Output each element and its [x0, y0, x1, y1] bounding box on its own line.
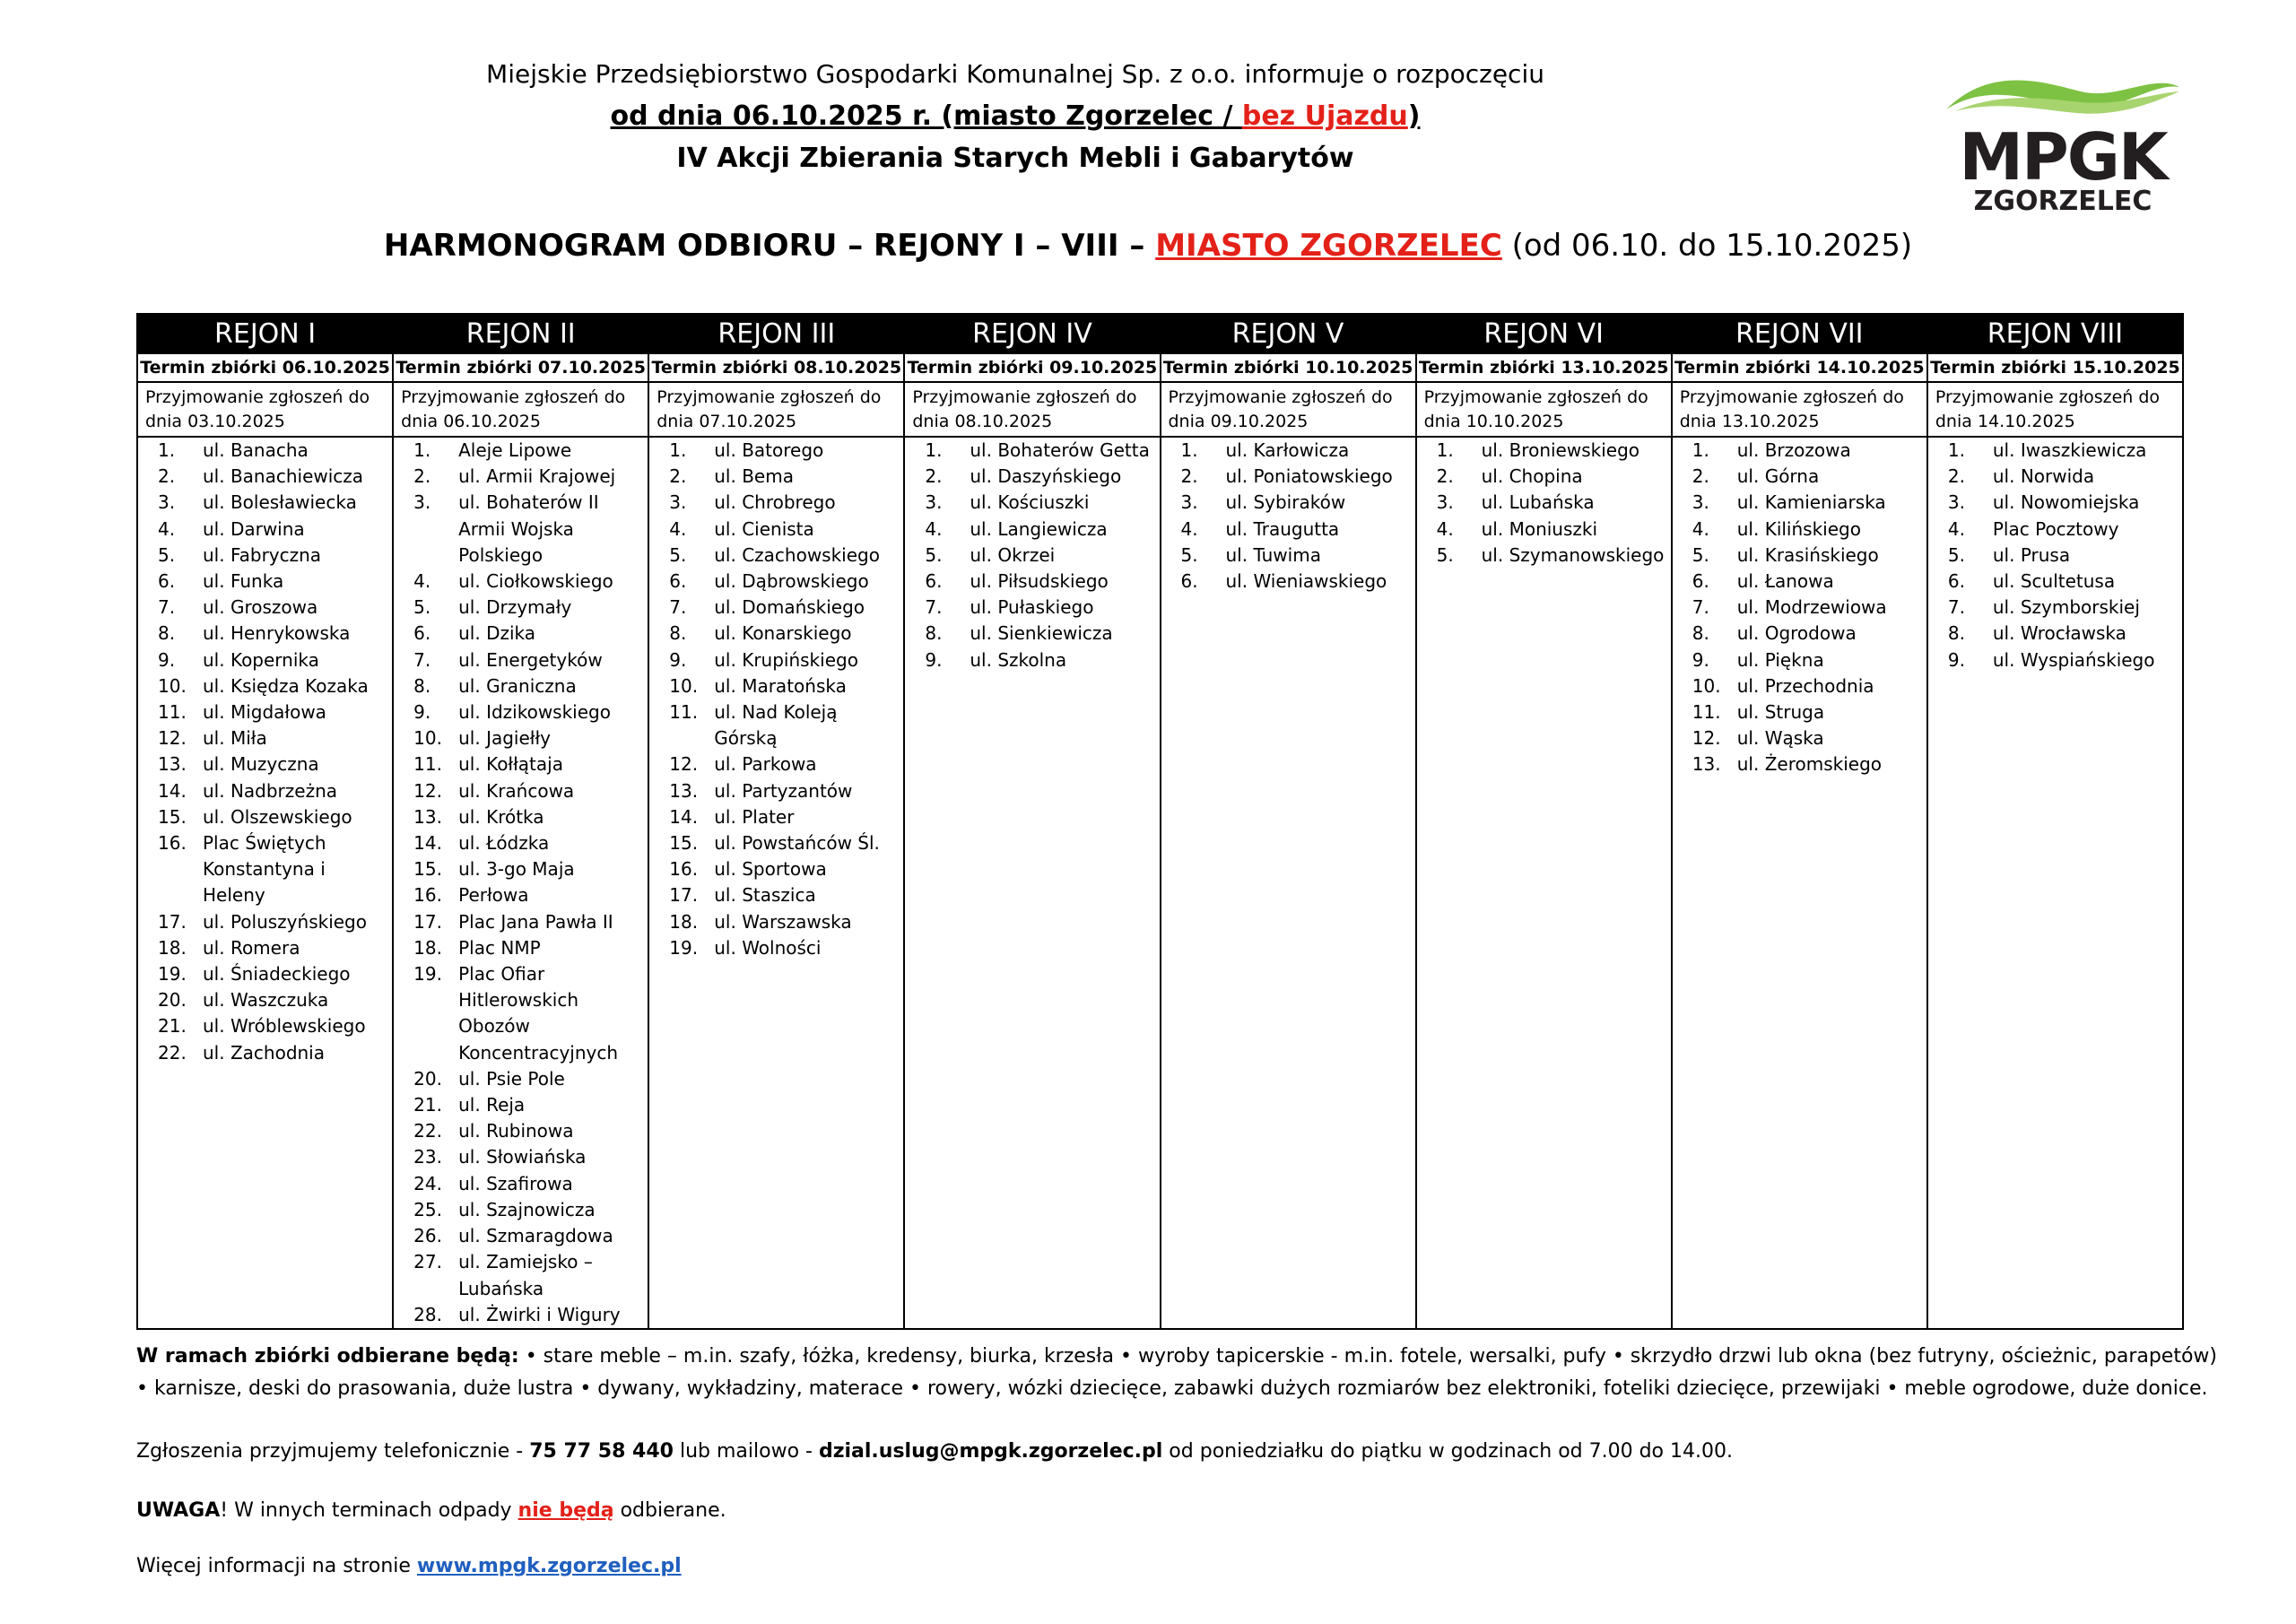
deadline-row: [137, 382, 2183, 437]
street-item: ul. Maratońska: [714, 674, 847, 697]
street-item: ul. Krótka: [458, 805, 544, 828]
street-item: ul. Moniuszki: [1481, 517, 1598, 540]
street-item: ul. Śniadeckiego: [203, 963, 351, 986]
street-item: ul. Nadbrzeżna: [203, 779, 338, 802]
street-item: ul. Batorego: [714, 439, 824, 461]
warning-text-b: odbierane.: [613, 1499, 726, 1522]
street-item: ul. Krupińskiego: [714, 648, 858, 671]
street-item: ul. Romera: [203, 936, 300, 959]
street-item: ul. Nowomiejska: [1992, 491, 2140, 514]
street-item: ul. Przechodnia: [1736, 674, 1874, 697]
street-item: ul. Czachowskiego: [714, 543, 880, 566]
street-item: ul. Iwaszkiewicza: [1992, 439, 2147, 461]
street-item: ul. Słowiańska: [458, 1146, 587, 1168]
more-info-text: Więcej informacji na stronie: [136, 1555, 417, 1577]
street-item: ul. Reja: [458, 1094, 526, 1116]
street-item: ul. Broniewskiego: [1481, 439, 1640, 461]
header-paren: ): [1407, 100, 1421, 132]
street-item: ul. Wrocławska: [1992, 622, 2126, 645]
items-info-line-1: [136, 1345, 2217, 1368]
street-item: ul. Fabryczna: [203, 543, 322, 566]
street-item: ul. Żwirki i Wigury: [458, 1303, 621, 1325]
street-item: ul. Piękna: [1736, 648, 1824, 671]
contact-text-c: od poniedziałku do piątku w godzinach od 7.00 do 14.00.: [1162, 1440, 1733, 1463]
street-item: ul. Kilińskiego: [1736, 517, 1861, 540]
contact-email[interactable]: dzial.uslug@mpgk.zgorzelec.pl: [818, 1440, 1163, 1463]
contact-phone: 75 77 58 440: [529, 1440, 674, 1463]
street-item: ul. Psie Pole: [458, 1067, 565, 1090]
street-item: ul. 3-go Maja: [458, 858, 575, 881]
street-item: ul. Parkowa: [714, 753, 817, 776]
street-item: ul. Staszica: [714, 884, 816, 907]
street-item: ul. Energetyków: [458, 648, 603, 671]
title-city: MIASTO ZGORZELEC: [1155, 228, 1502, 264]
street-item: Aleje Lipowe: [458, 439, 572, 461]
contact-line: [136, 1440, 1733, 1463]
street-item: ul. Krasińskiego: [1736, 543, 1879, 566]
street-list: [1426, 438, 1671, 569]
submission-deadline: Przyjmowanie zgłoszeń do dnia 03.10.2025: [137, 382, 393, 437]
street-item: ul. Zamiejsko – Lubańska: [458, 1251, 593, 1299]
submission-deadline: Przyjmowanie zgłoszeń do dnia 07.10.2025: [648, 382, 904, 437]
street-item: ul. Banachiewicza: [203, 465, 364, 488]
street-list: [403, 438, 648, 1328]
street-item: Plac Jana Pawła II: [458, 910, 613, 933]
region-header: REJON I: [137, 314, 393, 353]
street-item: ul. Wąska: [1736, 727, 1824, 750]
street-item: ul. Tuwima: [1225, 543, 1321, 566]
street-list: [914, 438, 1159, 673]
street-item: ul. Cienista: [714, 517, 814, 540]
collection-date: Termin zbiórki 08.10.2025: [648, 353, 904, 382]
street-list-cell: [648, 437, 904, 1329]
collection-date: Termin zbiórki 14.10.2025: [1672, 353, 1927, 382]
street-item: ul. Chopina: [1481, 465, 1583, 488]
contact-text-a: Zgłoszenia przyjmujemy telefonicznie -: [136, 1440, 530, 1463]
street-item: ul. Jagiełły: [458, 727, 551, 750]
submission-deadline: Przyjmowanie zgłoszeń do dnia 14.10.2025: [1927, 382, 2183, 437]
street-item: ul. Poniatowskiego: [1225, 465, 1393, 488]
header-date: od dnia 06.10.2025 r. (miasto Zgorzelec /: [610, 100, 1242, 132]
street-item: ul. Księdza Kozaka: [203, 674, 369, 697]
street-item: ul. Kamieniarska: [1736, 491, 1886, 514]
street-item: ul. Kopernika: [203, 648, 319, 671]
street-item: ul. Łódzka: [458, 832, 550, 855]
street-item: ul. Dzika: [458, 622, 536, 645]
street-item: ul. Rubinowa: [458, 1120, 574, 1142]
street-item: ul. Szymanowskiego: [1481, 543, 1665, 566]
street-item: ul. Nad Koleją Górską: [714, 701, 838, 750]
street-item: ul. Daszyńskiego: [970, 465, 1122, 488]
street-item: ul. Graniczna: [458, 674, 577, 697]
submission-deadline: Przyjmowanie zgłoszeń do dnia 13.10.2025: [1672, 382, 1927, 437]
street-item: ul. Szymborskiej: [1992, 596, 2140, 619]
street-item: ul. Miła: [203, 727, 267, 750]
street-item: ul. Wolności: [714, 936, 822, 959]
street-item: ul. Muzyczna: [203, 753, 319, 776]
street-item: ul. Piłsudskiego: [970, 570, 1109, 593]
street-item: ul. Powstańców Śl.: [714, 832, 880, 855]
collection-date: Termin zbiórki 15.10.2025: [1927, 353, 2183, 382]
street-item: ul. Waszczuka: [203, 989, 329, 1012]
street-item: Plac NMP: [458, 936, 541, 959]
street-item: ul. Kołłątaja: [458, 753, 563, 776]
items-info-line-2: • karnisze, deski do prasowania, duże lustra • dywany, wykładziny, materace • rowery, wózki dziecięce, zabawki dużych rozmiarów bez elektroniki, foteliki dziecięce, przewijaki • meble ogrodowe, duże donice.: [136, 1377, 2208, 1400]
title-main: HARMONOGRAM ODBIORU – REJONY I – VIII –: [383, 228, 1156, 264]
street-item: ul. Olszewskiego: [203, 805, 352, 828]
more-info-line: [136, 1555, 682, 1577]
street-item: ul. Krańcowa: [458, 779, 575, 802]
region-header: REJON V: [1161, 314, 1416, 353]
submission-deadline: Przyjmowanie zgłoszeń do dnia 06.10.2025: [393, 382, 648, 437]
street-item: ul. Poluszyńskiego: [203, 910, 367, 933]
street-list: [1937, 438, 2182, 673]
street-item: ul. Zachodnia: [203, 1041, 325, 1064]
street-item: ul. Warszawska: [714, 910, 852, 933]
street-item: ul. Struga: [1736, 701, 1825, 724]
page-title: [0, 228, 2296, 264]
collection-date: Termin zbiórki 06.10.2025: [137, 353, 393, 382]
street-item: ul. Drzymały: [458, 596, 572, 619]
region-header: REJON VI: [1416, 314, 1672, 353]
streets-row: [137, 437, 2183, 1329]
street-item: ul. Henrykowska: [203, 622, 351, 645]
street-item: ul. Szajnowicza: [458, 1198, 596, 1220]
warning-text-a: ! W innych terminach odpady: [220, 1499, 518, 1522]
website-link[interactable]: www.mpgk.zgorzelec.pl: [416, 1555, 682, 1577]
street-item: ul. Szafirowa: [458, 1172, 573, 1194]
submission-deadline: Przyjmowanie zgłoszeń do dnia 09.10.2025: [1161, 382, 1416, 437]
street-item: ul. Partyzantów: [714, 779, 853, 802]
schedule-table: [136, 313, 2184, 1330]
street-list-cell: [904, 437, 1160, 1329]
mpgk-logo: [1937, 56, 2188, 217]
collection-date: Termin zbiórki 07.10.2025: [393, 353, 648, 382]
warning-emphasis: nie będą: [517, 1499, 614, 1522]
street-item: ul. Traugutta: [1225, 517, 1340, 540]
street-list-cell: [137, 437, 393, 1329]
header-exclusion: bez Ujazdu: [1241, 100, 1408, 132]
street-item: ul. Modrzewiowa: [1736, 596, 1887, 619]
street-item: ul. Darwina: [203, 517, 305, 540]
street-item: Plac Pocztowy: [1992, 517, 2119, 540]
street-item: ul. Górna: [1736, 465, 1820, 488]
street-item: ul. Armii Krajowej: [458, 465, 616, 488]
submission-deadline: Przyjmowanie zgłoszeń do dnia 08.10.2025: [904, 382, 1160, 437]
street-item: ul. Okrzei: [970, 543, 1056, 566]
items-label: W ramach zbiórki odbierane będą:: [136, 1345, 519, 1368]
header-line-3: IV Akcji Zbierania Starych Mebli i Gabarytów: [676, 143, 1354, 174]
street-item: ul. Scultetusa: [1992, 570, 2116, 593]
header-line-2: [0, 100, 2163, 132]
region-header: REJON VIII: [1927, 314, 2183, 353]
region-header: REJON III: [648, 314, 904, 353]
street-item: ul. Wieniawskiego: [1225, 570, 1387, 593]
region-header: REJON II: [393, 314, 648, 353]
header-line-1: Miejskie Przedsiębiorstwo Gospodarki Komunalnej Sp. z o.o. informuje o rozpoczęciu: [486, 59, 1544, 89]
street-item: ul. Dąbrowskiego: [714, 570, 869, 593]
street-item: ul. Norwida: [1992, 465, 2095, 488]
street-list: [1170, 438, 1415, 595]
street-list-cell: [393, 437, 648, 1329]
street-item: ul. Wyspiańskiego: [1992, 648, 2155, 671]
street-item: ul. Kościuszki: [970, 491, 1090, 514]
street-item: ul. Sienkiewicza: [970, 622, 1113, 645]
contact-text-b: lub mailowo -: [673, 1440, 819, 1463]
street-item: ul. Karłowicza: [1225, 439, 1350, 461]
street-item: ul. Łanowa: [1736, 570, 1834, 593]
street-item: ul. Żeromskiego: [1736, 753, 1882, 776]
street-item: ul. Brzozowa: [1736, 439, 1851, 461]
street-item: Plac Świętych Konstantyna i Heleny: [203, 832, 326, 907]
street-item: ul. Idzikowskiego: [458, 701, 611, 724]
street-list-cell: [1672, 437, 1927, 1329]
street-item: ul. Groszowa: [203, 596, 318, 619]
street-item: ul. Ciołkowskiego: [458, 570, 613, 593]
street-item: ul. Funka: [203, 570, 284, 593]
street-list-cell: [1927, 437, 2183, 1329]
street-item: ul. Bohaterów Getta: [970, 439, 1150, 461]
collection-date: Termin zbiórki 09.10.2025: [904, 353, 1160, 382]
items-text-1: • stare meble – m.in. szafy, łóżka, kredensy, biurka, krzesła • wyroby tapicerskie - m.in. fotele, wersalki, pufy • skrzydło drzwi lub okna (bez futryny, ościeżnic, parapetów): [518, 1345, 2218, 1368]
street-list-cell: [1416, 437, 1672, 1329]
street-list: [1682, 438, 1926, 778]
logo-subtext: ZGORZELEC: [1973, 186, 2152, 217]
street-item: ul. Sybiraków: [1225, 491, 1346, 514]
street-item: ul. Banacha: [203, 439, 309, 461]
submission-deadline: Przyjmowanie zgłoszeń do dnia 10.10.2025: [1416, 382, 1672, 437]
street-item: ul. Pułaskiego: [970, 596, 1094, 619]
title-dates: (od 06.10. do 15.10.2025): [1501, 228, 1913, 264]
street-item: ul. Szmaragdowa: [458, 1225, 613, 1247]
collection-date-row: [137, 353, 2183, 382]
warning-label: UWAGA: [136, 1499, 221, 1522]
street-item: ul. Prusa: [1992, 543, 2071, 566]
street-item: ul. Chrobrego: [714, 491, 836, 514]
street-item: ul. Bohaterów II Armii Wojska Polskiego: [458, 491, 599, 566]
street-item: Perłowa: [458, 884, 529, 907]
collection-date: Termin zbiórki 10.10.2025: [1161, 353, 1416, 382]
logo-text: MPGK: [1959, 119, 2167, 195]
street-list: [147, 438, 392, 1066]
region-header: REJON VII: [1672, 314, 1927, 353]
street-item: Plac Ofiar Hitlerowskich Obozów Koncentracyjnych: [458, 963, 619, 1064]
street-item: ul. Ogrodowa: [1736, 622, 1857, 645]
street-item: ul. Konarskiego: [714, 622, 852, 645]
street-item: ul. Wróblewskiego: [203, 1015, 366, 1038]
street-item: ul. Sportowa: [714, 858, 827, 881]
street-item: ul. Langiewicza: [970, 517, 1108, 540]
region-name-row: [137, 314, 2183, 353]
street-list: [658, 438, 903, 961]
street-item: ul. Bolesławiecka: [203, 491, 357, 514]
street-item: ul. Domańskiego: [714, 596, 865, 619]
street-item: ul. Lubańska: [1481, 491, 1595, 514]
region-header: REJON IV: [904, 314, 1160, 353]
street-item: ul. Migdałowa: [203, 701, 326, 724]
street-item: ul. Plater: [714, 805, 795, 828]
street-list-cell: [1161, 437, 1416, 1329]
collection-date: Termin zbiórki 13.10.2025: [1416, 353, 1672, 382]
street-item: ul. Szkolna: [970, 648, 1067, 671]
street-item: ul. Bema: [714, 465, 794, 488]
warning-line: [136, 1499, 726, 1522]
